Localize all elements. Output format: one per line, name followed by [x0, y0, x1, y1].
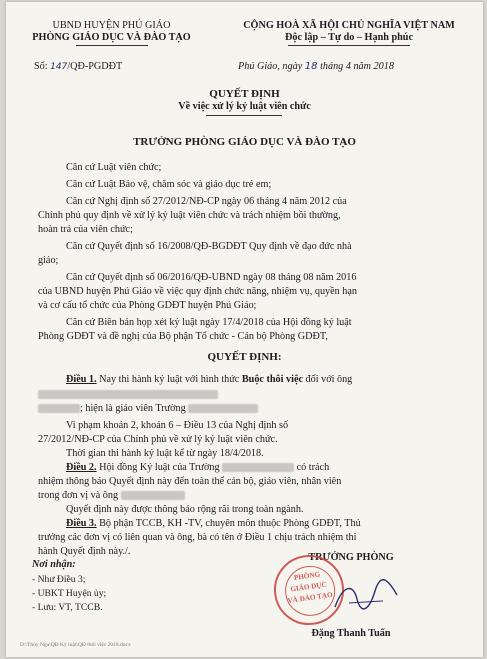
ground-6: Căn cứ Biên bản họp xét kỷ luật ngày 17/4/2018 của Hội đồng kỷ luật [66, 317, 352, 328]
handwritten-signature [331, 577, 401, 617]
document-page [6, 2, 483, 657]
article-1-violation-cont: 27/2012/NĐ-CP của Chính phủ về xử lý kỷ luật viên chức. [38, 434, 278, 445]
issuer-title: TRƯỞNG PHÒNG GIÁO DỤC VÀ ĐÀO TẠO [133, 136, 356, 148]
recipients-heading: Nơi nhận: [32, 559, 76, 570]
penalty-type: Buộc thôi việc [241, 374, 303, 385]
country-name: CỘNG HOÀ XÃ HỘI CHỦ NGHĨA VIỆT NAM [243, 20, 455, 31]
ground-5-cont-2: và cơ cấu tổ chức của Phòng GDĐT huyện Phú Giáo; [38, 300, 257, 311]
recipient-item-1: - Như Điều 3; [32, 574, 86, 585]
article-2-label: Điều 2. [66, 462, 97, 473]
signer-name: Đặng Thanh Tuấn [311, 628, 391, 639]
article-2-line-4: Quyết định này được thông báo rộng rãi trong toàn ngành. [66, 504, 304, 515]
redacted-birthdate [38, 404, 80, 413]
decision-heading: QUYẾT ĐỊNH: [207, 351, 282, 363]
document-subject: Về việc xử lý kỷ luật viên chức [178, 101, 311, 112]
redacted-school-2 [222, 463, 294, 472]
ground-2: Căn cứ Luật Bảo vệ, chăm sóc và giáo dục trẻ em; [66, 179, 272, 190]
file-path-footer: D:\Thủy Nga\QĐ Kỷ luật\QĐ thôi việc 2018.docx [20, 642, 131, 648]
document-number-handwritten: 147 [50, 62, 68, 72]
article-1-line-2 [38, 388, 218, 401]
ground-5-cont-1: của UBND huyện Phú Giáo về việc quy định chức năng, nhiệm vụ, quyền hạn [38, 286, 358, 297]
article-2-line-3: trong đơn vị và ông [38, 489, 185, 502]
redacted-name [38, 390, 218, 399]
ground-3: Căn cứ Nghị định số 27/2012/NĐ-CP ngày 06 tháng 4 năm 2012 của [66, 196, 347, 207]
article-1-effective: Thời gian thi hành kỷ luật kể từ ngày 18/4/2018. [66, 448, 264, 459]
national-motto: Độc lập – Tự do – Hạnh phúc [285, 32, 413, 43]
ground-6-cont: Phòng GDĐT và đề nghị của Bộ phận Tổ chức - Cán bộ Phòng GDĐT, [38, 331, 328, 342]
official-seal: PHÒNG GIÁO DỤC VÀ ĐÀO TẠO [269, 550, 348, 629]
article-1-line-3: ; hiện là giáo viên Trường [38, 402, 258, 415]
ground-4-cont: giáo; [38, 255, 59, 266]
article-1-violation: Vi phạm khoản 2, khoản 6 – Điều 13 của Nghị định số [66, 420, 289, 431]
ground-5: Căn cứ Quyết định số 06/2016/QĐ-UBND ngày 08 tháng 08 năm 2016 [66, 272, 357, 283]
recipient-item-2: - UBKT Huyện ủy; [32, 588, 107, 599]
ground-3-cont-1: Chính phủ quy định về xử lý kỷ luật viên chức và trách nhiệm bồi thường, [38, 210, 341, 221]
office-name: PHÒNG GIÁO DỤC VÀ ĐÀO TẠO [32, 32, 191, 43]
agency-name: UBND HUYỆN PHÚ GIÁO [52, 20, 171, 31]
ground-3-cont-2: hoàn trả của viên chức; [38, 224, 133, 235]
redacted-name-2 [121, 491, 185, 500]
recipient-item-3: - Lưu: VT, TCCB. [32, 602, 103, 613]
header-left-rule [76, 45, 148, 46]
issue-date: Phú Giáo, ngày 18 tháng 4 năm 2018 [238, 61, 394, 72]
article-3-line-2: trưởng các đơn vị có liên quan và ông, bà có tên ở Điều 1 chịu trách nhiệm thi [38, 532, 357, 543]
issue-day-handwritten: 18 [304, 61, 318, 72]
ground-1: Căn cứ Luật viên chức; [66, 162, 162, 173]
article-3-line-3: hành Quyết định này./. [38, 546, 131, 557]
article-2-line-1: Điều 2. Hội đồng Kỷ luật của Trường có trách [66, 462, 330, 473]
document-number: Số: 147/QĐ-PGDĐT [34, 61, 123, 72]
ground-4: Căn cứ Quyết định số 16/2008/QĐ-BGDĐT Quy định về đạo đức nhà [66, 241, 352, 252]
article-1-label: Điều 1. [66, 374, 97, 385]
article-1-line-1: Điều 1. Nay thi hành kỷ luật với hình thức Buộc thôi việc đối với ông [66, 374, 353, 385]
subject-rule [206, 115, 282, 116]
signer-title: TRƯỞNG PHÒNG [308, 552, 394, 563]
article-2-line-2: nhiệm thông báo Quyết định này đến toàn thể cán bộ, giáo viên, nhân viên [38, 476, 342, 487]
article-3-label: Điều 3. [66, 518, 97, 529]
article-3-line-1: Điều 3. Bộ phận TCCB, KH -TV, chuyên môn thuộc Phòng GDĐT, Thủ [66, 518, 361, 529]
document-title: QUYẾT ĐỊNH [209, 88, 280, 100]
header-right-rule [288, 45, 410, 46]
redacted-school [188, 404, 258, 413]
